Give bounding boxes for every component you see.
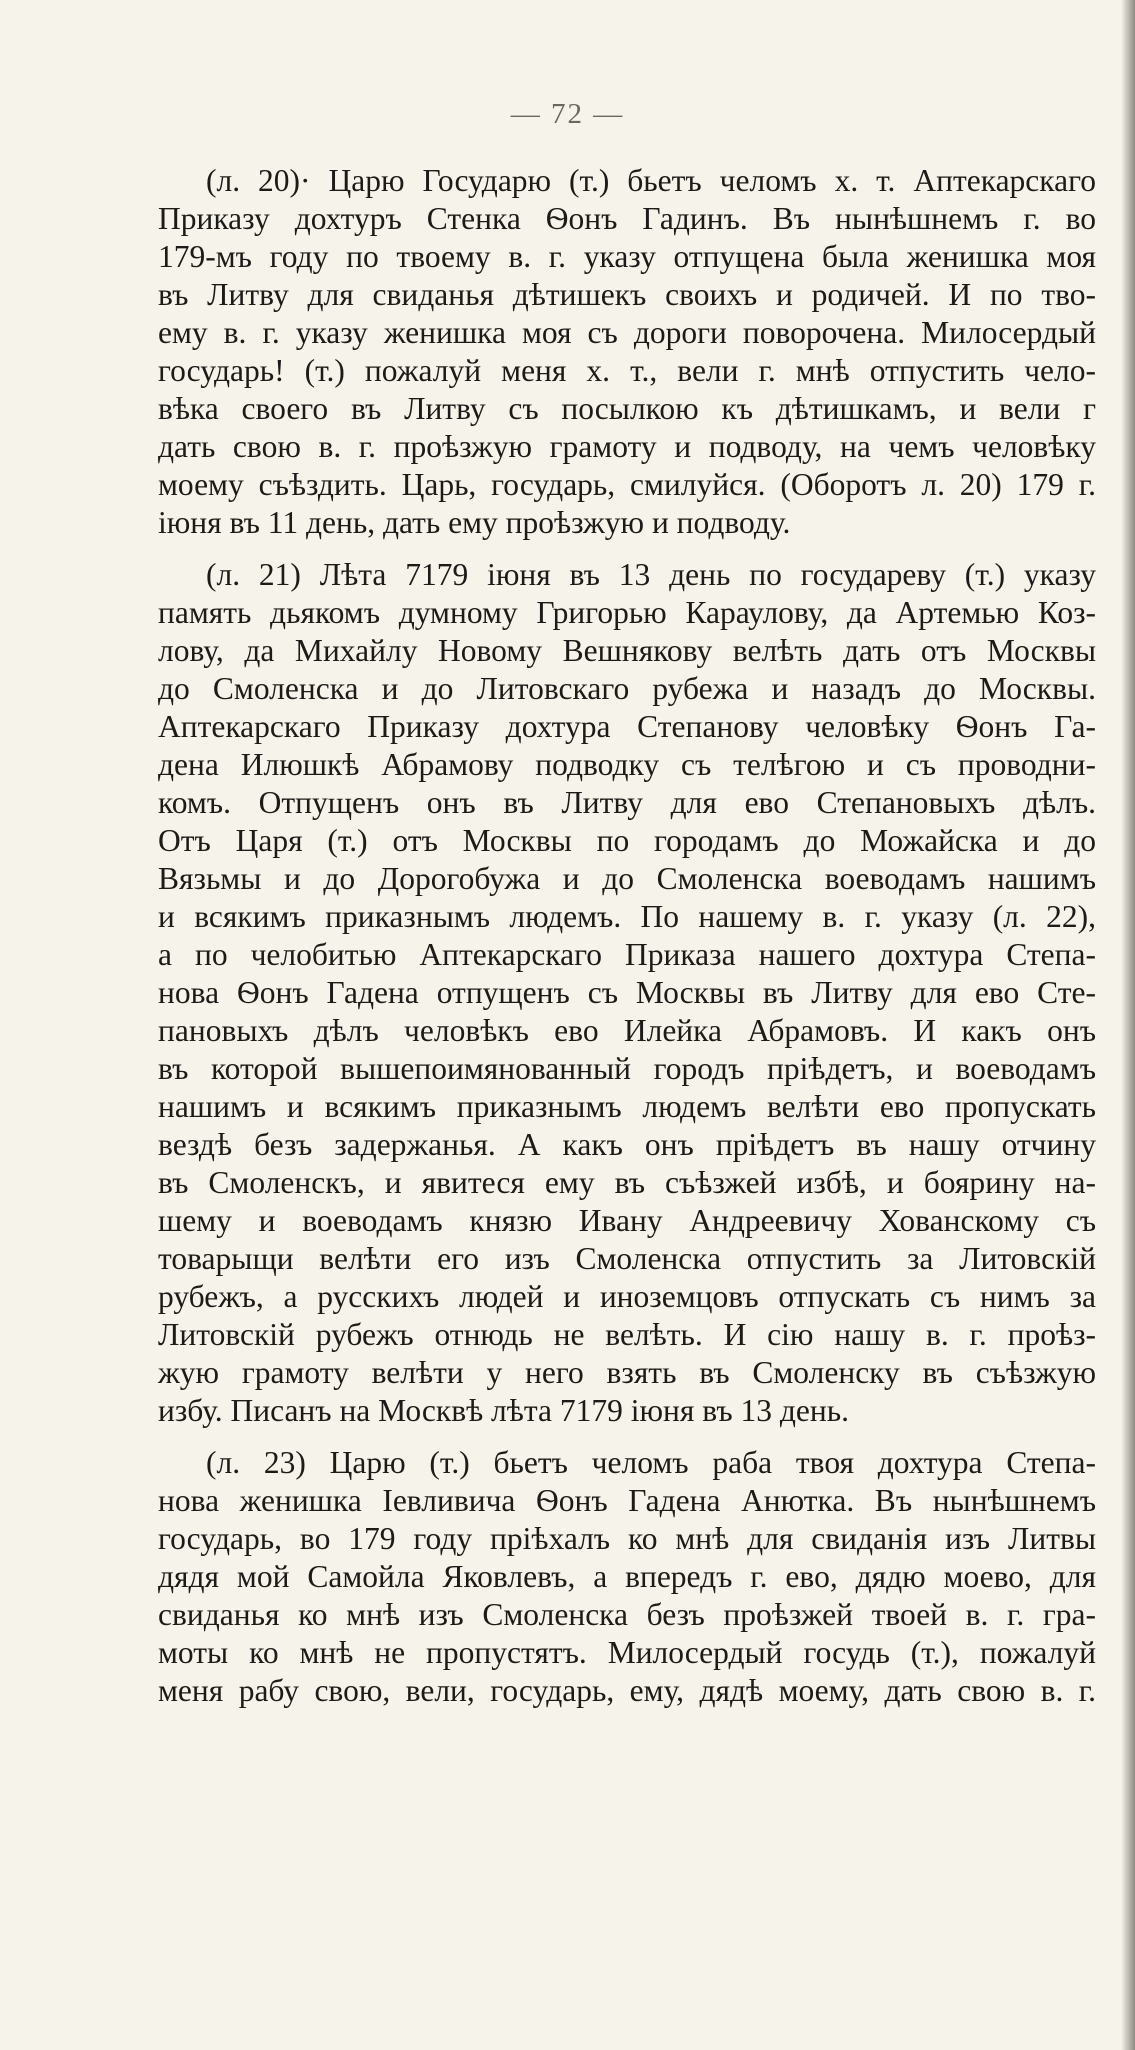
text-line: Отъ Царя (т.) отъ Москвы по городамъ до Можайска и до — [158, 823, 1096, 858]
text-line: моты ко мнѣ не пропустятъ. Милосердый госудь (т.), пожалуй — [158, 1635, 1096, 1670]
text-line: и всякимъ приказнымъ людемъ. По нашему в. г. указу (л. 22), — [158, 899, 1096, 934]
text-line: лову, да Михайлу Новому Вешнякову велѣть дать отъ Москвы — [158, 633, 1096, 668]
text-line: Приказу дохтуръ Стенка Ѳонъ Гадинъ. Въ нынѣшнемъ г. во — [158, 201, 1096, 236]
text-line: въ Литву для свиданья дѣтишекъ своихъ и родичей. И по тво- — [158, 277, 1096, 312]
text-line: Аптекарскаго Приказу дохтура Степанову человѣку Ѳонъ Га- — [158, 709, 1096, 744]
text-line: комъ. Отпущенъ онъ въ Литву для ево Степановыхъ дѣлъ. — [158, 785, 1096, 820]
text-line: іюня въ 11 день, дать ему проѣзжую и подводу. — [158, 505, 791, 540]
text-line: пановыхъ дѣлъ человѣкъ ево Илейка Абрамовъ. И какъ онъ — [158, 1013, 1096, 1048]
text-line: государь, во 179 году пріѣхалъ ко мнѣ для свиданія изъ Литвы — [158, 1521, 1096, 1556]
text-line: ему в. г. указу женишка моя съ дороги поворочена. Милосердый — [158, 315, 1096, 350]
text-line: рубежъ, а русскихъ людей и иноземцовъ отпускать съ нимъ за — [158, 1279, 1096, 1314]
text-line: дядя мой Самойла Яковлевъ, а впередъ г. ево, дядю моево, для — [158, 1559, 1096, 1594]
text-line: моему съѣздить. Царь, государь, смилуйся. (Оборотъ л. 20) 179 г. — [158, 467, 1096, 502]
text-line: шему и воеводамъ князю Ивану Андреевичу Хованскому съ — [158, 1203, 1096, 1238]
text-line: жую грамоту велѣти у него взять въ Смоленску въ съѣзжую — [158, 1355, 1096, 1390]
text-line: въ которой вышепоимянованный городъ пріѣдетъ, и воеводамъ — [158, 1051, 1096, 1086]
text-line: а по челобитью Аптекарскаго Приказа нашего дохтура Степа- — [158, 937, 1096, 972]
text-line: 179-мъ году по твоему в. г. указу отпущена была женишка моя — [158, 239, 1096, 274]
text-line: меня рабу свою, вели, государь, ему, дядѣ моему, дать свою в. г. — [158, 1673, 1096, 1708]
text-line: нашимъ и всякимъ приказнымъ людемъ велѣти ево пропускать — [158, 1089, 1096, 1124]
text-line: избу. Писанъ на Москвѣ лѣта 7179 іюня въ 13 день. — [158, 1393, 850, 1428]
page-edge-shadow — [1121, 0, 1135, 2050]
text-line: въ Смоленскъ, и явитеся ему въ съѣзжей избѣ, и боярину на- — [158, 1165, 1096, 1200]
text-line: свиданья ко мнѣ изъ Смоленска безъ проѣзжей твоей в. г. гра- — [158, 1597, 1096, 1632]
text-line: память дьякомъ думному Григорью Караулову, да Артемью Коз- — [158, 595, 1096, 630]
text-line: Вязьмы и до Дорогобужа и до Смоленска воеводамъ нашимъ — [158, 861, 1096, 896]
text-line: (л. 23) Царю (т.) бьетъ челомъ раба твоя дохтура Степа- — [206, 1445, 1096, 1480]
text-line: вездѣ безъ задержанья. А какъ онъ пріѣдетъ въ нашу отчину — [158, 1127, 1096, 1162]
text-line: товарыщи велѣти его изъ Смоленска отпустить за Литовскій — [158, 1241, 1096, 1276]
text-line: дена Илюшкѣ Абрамову подводку съ телѣгою и съ проводни- — [158, 747, 1096, 782]
text-line: Литовскій рубежъ отнюдь не велѣть. И сію нашу в. г. проѣз- — [158, 1317, 1096, 1352]
text-line: нова женишка Іевливича Ѳонъ Гадена Анютка. Въ нынѣшнемъ — [158, 1483, 1096, 1518]
page-number: — 72 — — [510, 98, 625, 130]
text-line: государь! (т.) пожалуй меня х. т., вели г. мнѣ отпустить чело- — [158, 353, 1096, 388]
text-line: (л. 21) Лѣта 7179 іюня въ 13 день по государеву (т.) указу — [206, 557, 1096, 592]
text-line: дать свою в. г. проѣзжую грамоту и подводу, на чемъ человѣку — [158, 429, 1096, 464]
text-line: нова Ѳонъ Гадена отпущенъ съ Москвы въ Литву для ево Сте- — [158, 975, 1096, 1010]
text-line: вѣка своего въ Литву съ посылкою къ дѣтишкамъ, и вели г — [158, 391, 1096, 426]
text-line: до Смоленска и до Литовскаго рубежа и назадъ до Москвы. — [158, 671, 1096, 706]
text-line: (л. 20)· Царю Государю (т.) бьетъ челомъ х. т. Аптекарскаго — [206, 163, 1096, 198]
